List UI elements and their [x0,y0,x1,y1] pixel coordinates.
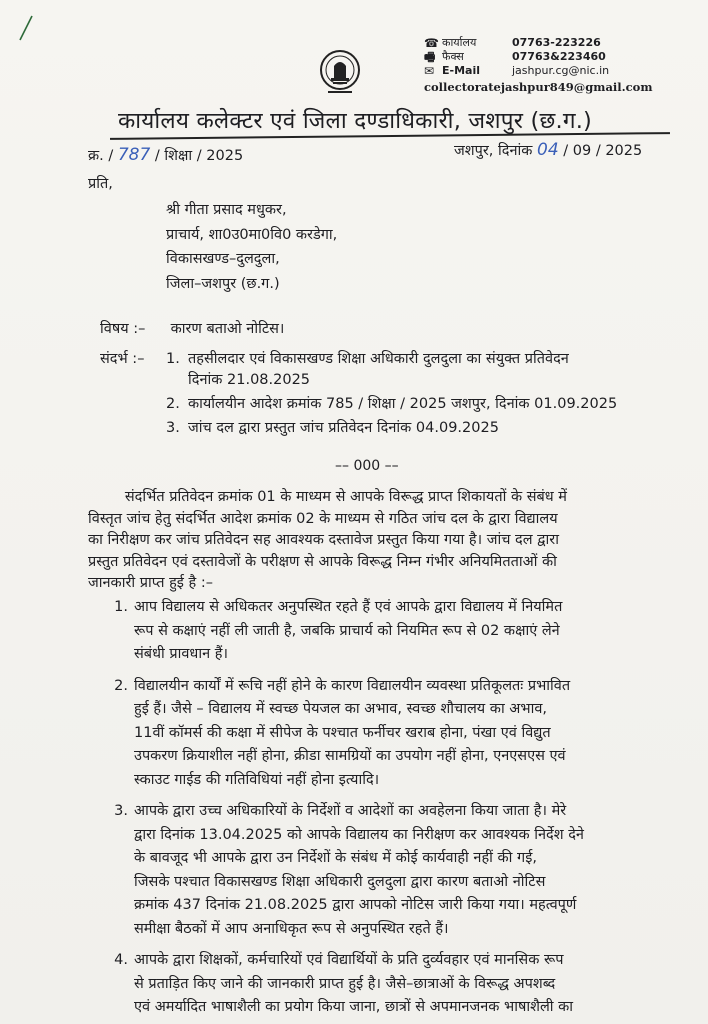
reference-item-number: 1. [166,351,180,367]
recipient-block: विकासखण्ड–दुलदुला, [166,251,280,267]
subject-label: विषय :– [100,321,146,337]
list-item-line: संबंधी प्रावधान हैं। [134,646,228,662]
office-phone-number: 07763-223226 [512,36,601,49]
office-phone-label: कार्यालय [442,36,477,49]
email-label: E-Mail [442,64,480,77]
list-item-line: रूप से कक्षाएं नहीं ली जाती है, जबकि प्राचार्य को नियमित रूप से 02 कक्षाएं लेने [134,622,560,639]
reference-handwritten-number: 787 [117,145,151,165]
reference-number [88,145,243,165]
list-item-number: 2. [114,677,128,694]
list-item-number: 4. [114,952,128,968]
paragraph-line: प्रस्तुत प्रतिवेदन एवं दस्तावेजों के परीक्षण से आपके विरूद्ध निम्न गंभीर अनियमितताओं की [88,553,557,570]
recipient-address [166,198,337,296]
list-item-line: क्रमांक 437 दिनांक 21.08.2025 द्वारा आपको नोटिस जारी किया गया। महत्वपूर्ण [134,897,577,913]
fax-label: फैक्स [442,50,464,63]
list-item-line: आप विद्यालय से अधिकतर अनुपस्थित रहते हैं एवं आपके द्वारा विद्यालय में नियमित [134,599,563,615]
subject-text: कारण बताओ नोटिस। [170,321,285,337]
date-prefix: जशपुर, दिनांक [454,143,533,159]
list-item [88,675,688,793]
list-item-line: द्वारा दिनांक 13.04.2025 को आपके विद्यालय का निरीक्षण कर आवश्यक निर्देश देने [134,826,584,843]
list-item-line: 11वीं कॉमर्स की कक्षा में सीपेज के पश्चात फर्नीचर खराब होना, पंखा एवं विद्युत [134,724,551,741]
recipient-designation: प्राचार्य, शा0उ0मा0वि0 करडेगा, [166,226,338,243]
reference-item [166,349,708,391]
pen-mark [18,14,34,42]
list-item-line: आपके द्वारा उच्च अधिकारियों के निर्देशों व आदेशों का अवहेलना किया जाता है। मेरे [134,803,567,819]
date-rest: / 09 / 2025 [563,143,643,159]
envelope-icon: ✉ [424,64,435,78]
date-handwritten-day: 04 [537,140,559,160]
paragraph-line: जानकारी प्राप्त हुई है :– [88,575,213,591]
reference-item [166,394,708,415]
paragraph-line: संदर्भित प्रतिवेदन क्रमांक 01 के माध्यम से आपके विरूद्ध प्राप्त शिकायतों के संबंध में [88,489,567,505]
list-item-line: से प्रताड़ित किए जाने की जानकारी प्राप्त हुई है। जैसे–छात्राओं के विरूद्ध अपशब्द [134,975,556,992]
list-item [88,596,688,667]
list-item-line: विद्यालयीन कार्यों में रूचि नहीं होने के कारण विद्यालयीन व्यवस्था प्रतिकूलतः प्रभावित [134,677,571,694]
email-address-full: collectoratejashpur849@gmail.com [424,80,653,94]
list-item-line: जिसके पश्चात विकासखण्ड शिक्षा अधिकारी दुलदुला द्वारा कारण बताओ नोटिस [134,873,546,890]
list-item [88,949,688,1020]
paragraph-line: विस्तृत जांच हेतु संदर्भित आदेश क्रमांक 02 के माध्यम से गठित जांच दल के द्वारा विद्यालय [88,510,558,527]
fax-number: 07763&223460 [512,50,606,63]
list-item-number: 1. [114,599,128,615]
intro-paragraph [88,487,668,595]
list-item [88,800,688,941]
list-item-line: एवं अमर्यादित भाषाशैली का प्रयोग किया जाना, छात्रों से अपमानजनक भाषाशैली का [134,999,574,1015]
list-item-line: हुई हैं। जैसे – विद्यालय में स्वच्छ पेयजल का अभाव, स्वच्छ शौचालय का अभाव, [134,701,548,717]
email-address: jashpur.cg@nic.in [512,64,610,77]
phone-icon: ☎ [424,36,439,50]
reference-item-number: 2. [166,396,180,412]
list-item-line: उपकरण क्रियाशील नहीं होना, क्रीडा सामग्रियों का उपयोग नहीं होना, एनएसएस एवं [134,748,566,764]
recipient-district: जिला–जशपुर (छ.ग.) [166,275,280,292]
irregularities-list [88,596,688,1024]
reference-item [166,418,708,439]
references-label: संदर्भ :– [100,351,145,367]
reference-item-text: तहसीलदार एवं विकासखण्ड शिक्षा अधिकारी दुलदुला का संयुक्त प्रतिवेदन [188,351,569,367]
paragraph-line: का निरीक्षण कर जांच प्रतिवेदन सह आवश्यक दस्तावेज प्रस्तुत किया गया है। जांच दल द्वारा [88,532,559,548]
reference-item-number: 3. [166,420,180,436]
fax-icon: 🖷 [424,50,436,64]
letter-date [454,140,642,160]
recipient-name: श्री गीता प्रसाद मधुकर, [166,202,287,218]
prati-label: प्रति, [88,176,113,192]
reference-item-text: कार्यालयीन आदेश क्रमांक 785 / शिक्षा / 2025 जशपुर, दिनांक 01.09.2025 [188,396,618,412]
reference-suffix: / शिक्षा / 2025 [154,148,244,164]
section-separator: –– 000 –– [335,458,399,474]
list-item-number: 3. [114,803,128,819]
list-item-line: आपके द्वारा शिक्षकों, कर्मचारियों एवं विद्यार्थियों के प्रति दुर्व्यवहार एवं मानसिक रूप [134,952,564,968]
office-title: कार्यालय कलेक्टर एवं जिला दण्डाधिकारी, जशपुर (छ.ग.) [118,108,593,134]
list-item-line: समीक्षा बैठकों में आप अनाधिकृत रूप से अनुपस्थित रहते हैं। [134,920,449,937]
contact-block [424,36,704,94]
reference-prefix: क्र. / [88,148,114,164]
subject-line [100,318,284,338]
national-emblem-icon [318,48,362,98]
list-item-line: स्काउट गाईड की गतिविधियां नहीं होना इत्यादि। [134,771,380,788]
reference-item-text: जांच दल द्वारा प्रस्तुत जांच प्रतिवेदन दिनांक 04.09.2025 [188,420,499,436]
references-list [166,349,708,442]
reference-item-text: दिनांक 21.08.2025 [188,372,311,388]
list-item-line: के बावजूद भी आपके द्वारा उन निर्देशों के संबंध में कोई कार्यवाही नहीं की गई, [134,850,537,866]
